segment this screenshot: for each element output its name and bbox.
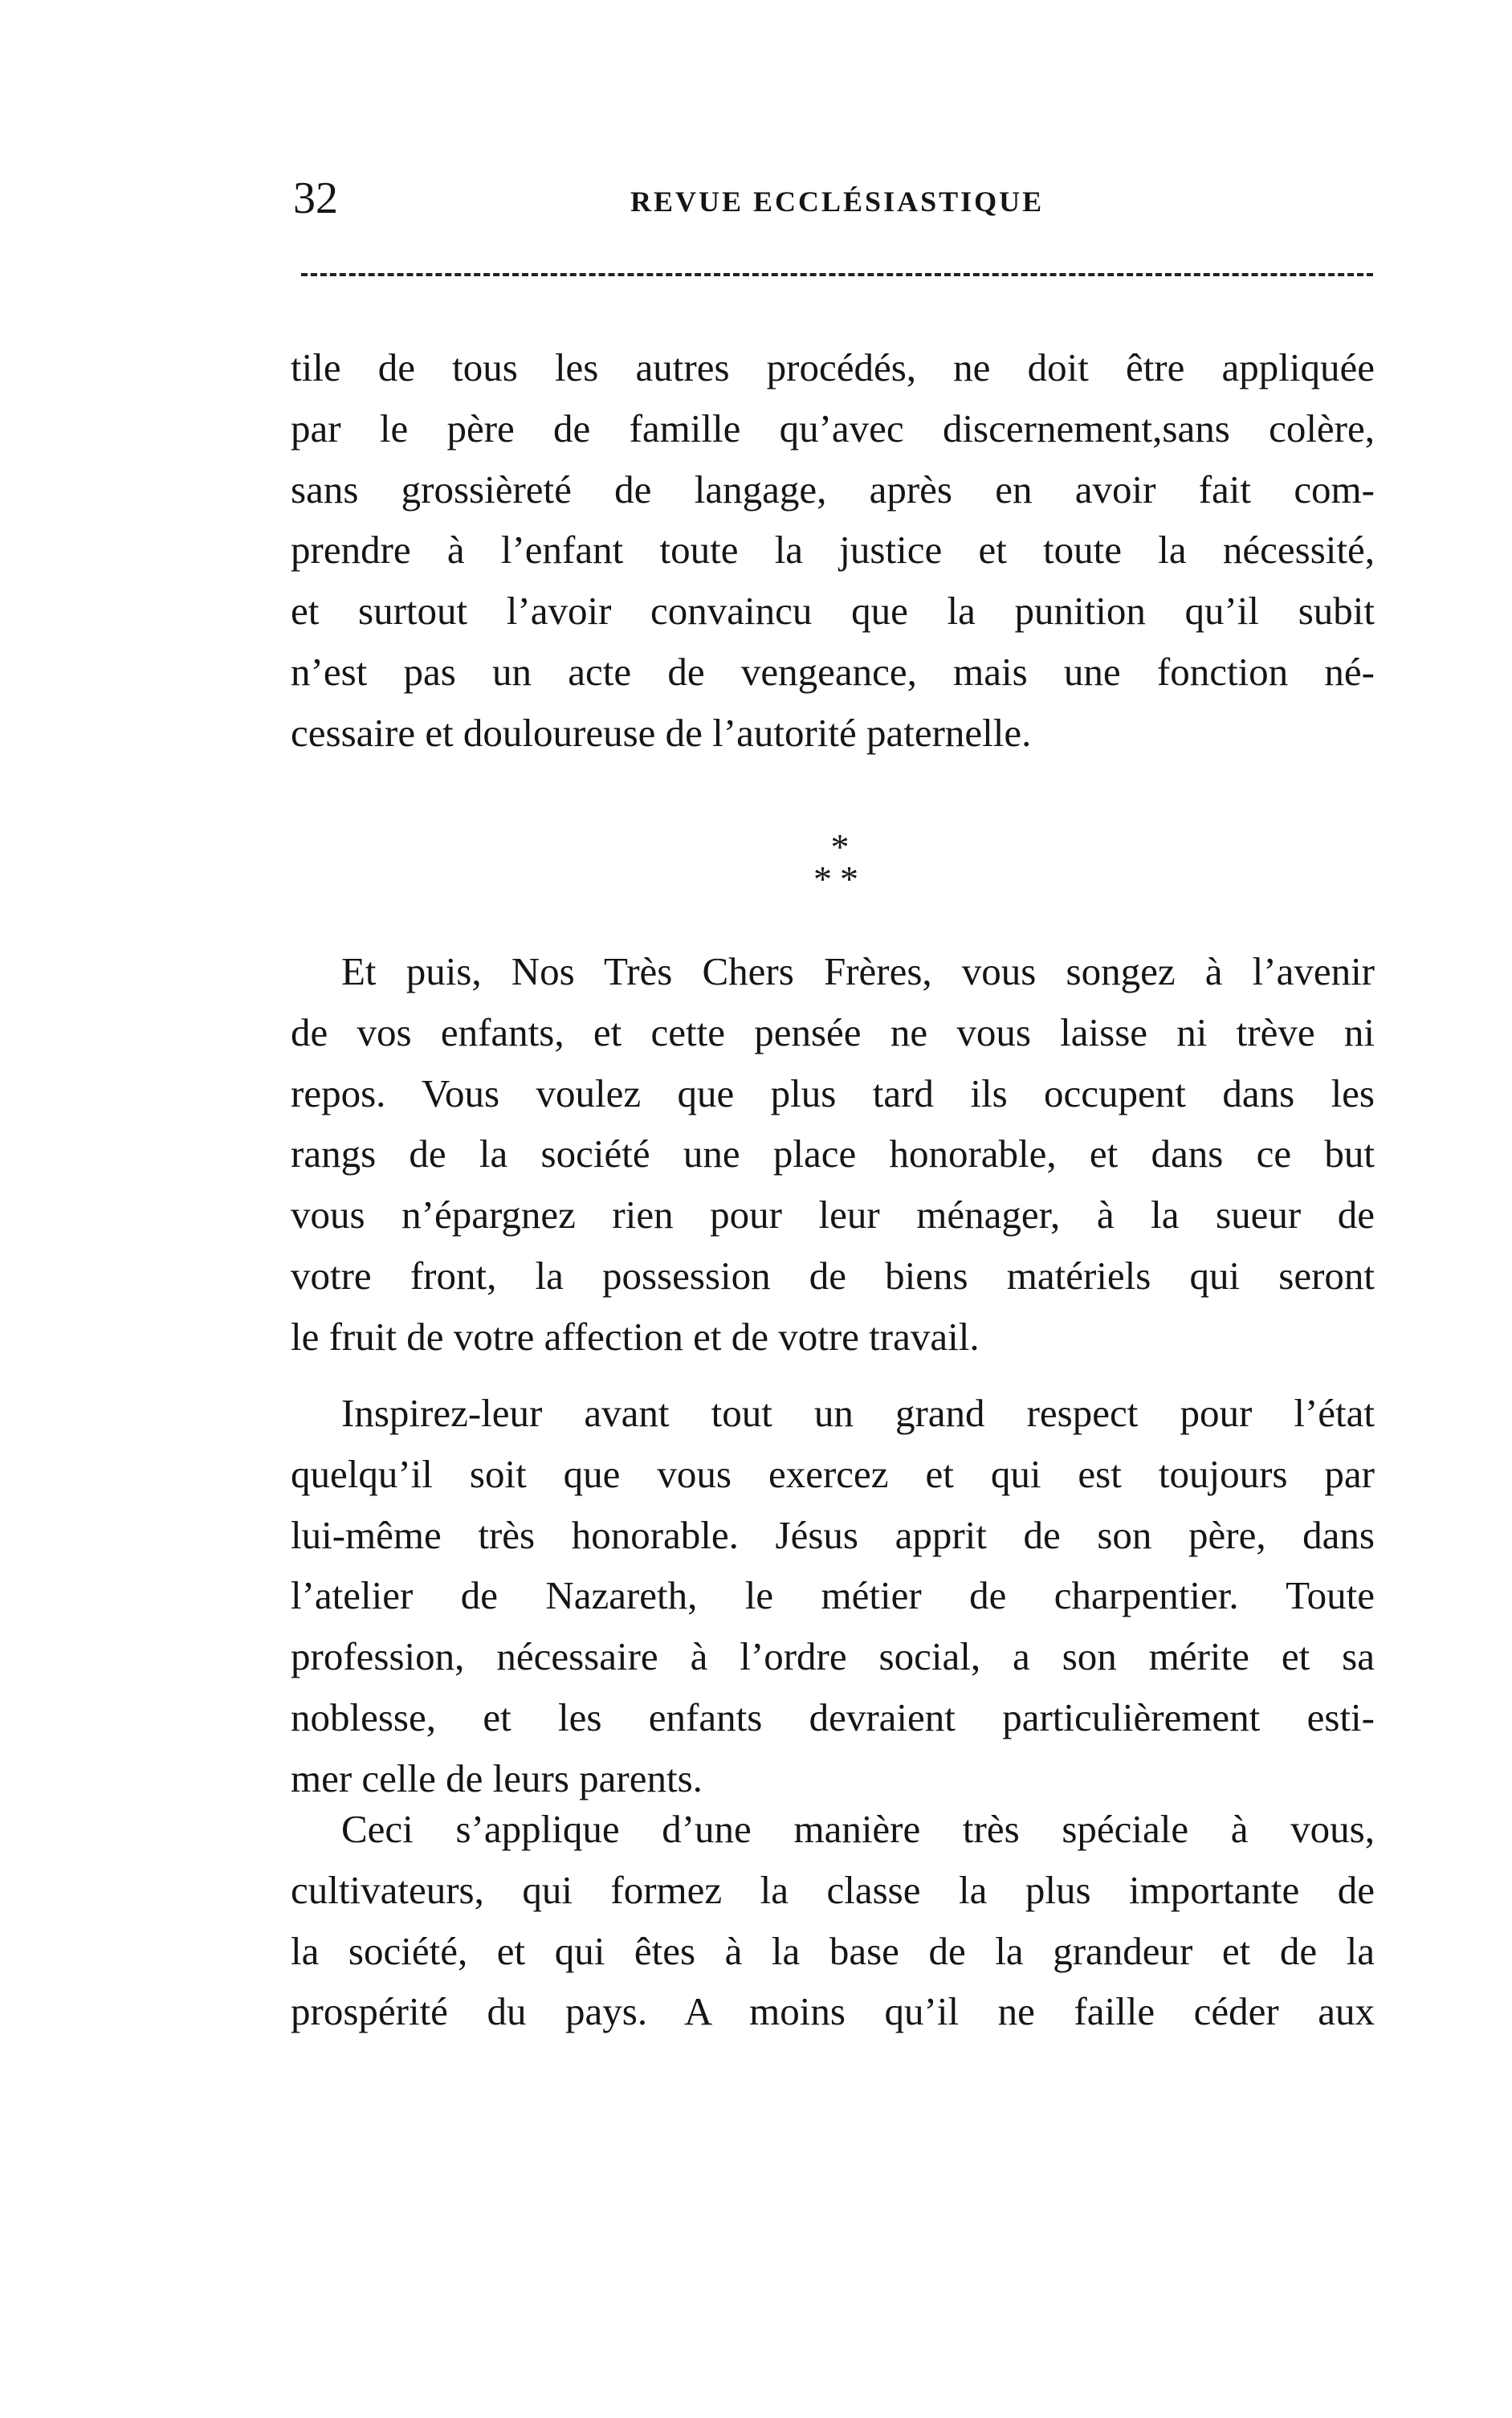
header-divider <box>301 273 1373 276</box>
text-line: Et puis, Nos Très Chers Frères, vous songez à l’avenir <box>341 949 1375 993</box>
page-number: 32 <box>293 173 338 223</box>
page-header <box>293 173 1373 237</box>
text-line: Inspirez-leur avant tout un grand respect pour l’état <box>341 1391 1375 1435</box>
text-line: votre front, la possession de biens matériels qui seront <box>291 1253 1375 1298</box>
text-line: le fruit de votre affection et de votre travail. <box>291 1314 980 1359</box>
section-asterism <box>800 826 880 899</box>
paragraph-2 <box>291 941 1375 1368</box>
text-line: cessaire et douloureuse de l’autorité paternelle. <box>291 710 1032 755</box>
text-line: sans grossièreté de langage, après en avoir fait com- <box>291 467 1375 512</box>
text-line: quelqu’il soit que vous exercez et qui est toujours par <box>291 1451 1375 1496</box>
text-line: profession, nécessaire à l’ordre social, a son mérite et sa <box>291 1634 1375 1679</box>
text-line: tile de tous les autres procédés, ne doit être appliquée <box>291 345 1375 389</box>
text-line: de vos enfants, et cette pensée ne vous laisse ni trève ni <box>291 1009 1375 1054</box>
paragraph-1 <box>291 337 1375 764</box>
text-line: mer celle de leurs parents. <box>291 1755 703 1800</box>
text-line: par le père de famille qu’avec discernement,sans colère, <box>291 406 1375 451</box>
text-line: cultivateurs, qui formez la classe la plus importante de <box>291 1867 1375 1912</box>
text-line: la société, et qui êtes à la base de la grandeur et de la <box>291 1928 1375 1973</box>
asterism-top: * <box>830 826 850 867</box>
running-title: REVUE ECCLÉSIASTIQUE <box>630 186 1045 218</box>
paragraph-4 <box>291 1799 1375 2042</box>
text-line: l’atelier de Nazareth, le métier de charpentier. Toute <box>291 1573 1375 1618</box>
text-line: Ceci s’applique d’une manière très spéciale à vous, <box>341 1807 1375 1851</box>
text-line: noblesse, et les enfants devraient particulièrement esti- <box>291 1694 1375 1739</box>
text-line: prendre à l’enfant toute la justice et toute la nécessité, <box>291 528 1375 573</box>
text-line: repos. Vous voulez que plus tard ils occupent dans les <box>291 1070 1375 1115</box>
paragraph-3 <box>291 1383 1375 1809</box>
text-line: vous n’épargnez rien pour leur ménager, à la sueur de <box>291 1193 1375 1238</box>
text-line: prospérité du pays. A moins qu’il ne faille céder aux <box>291 1989 1375 2034</box>
text-line: n’est pas un acte de vengeance, mais une fonction né- <box>291 649 1375 694</box>
asterism-bottom: ** <box>813 858 866 899</box>
text-line: et surtout l’avoir convaincu que la punition qu’il subit <box>291 589 1375 634</box>
text-line: rangs de la société une place honorable, et dans ce but <box>291 1132 1375 1176</box>
text-line: lui-même très honorable. Jésus apprit de son père, dans <box>291 1512 1375 1557</box>
